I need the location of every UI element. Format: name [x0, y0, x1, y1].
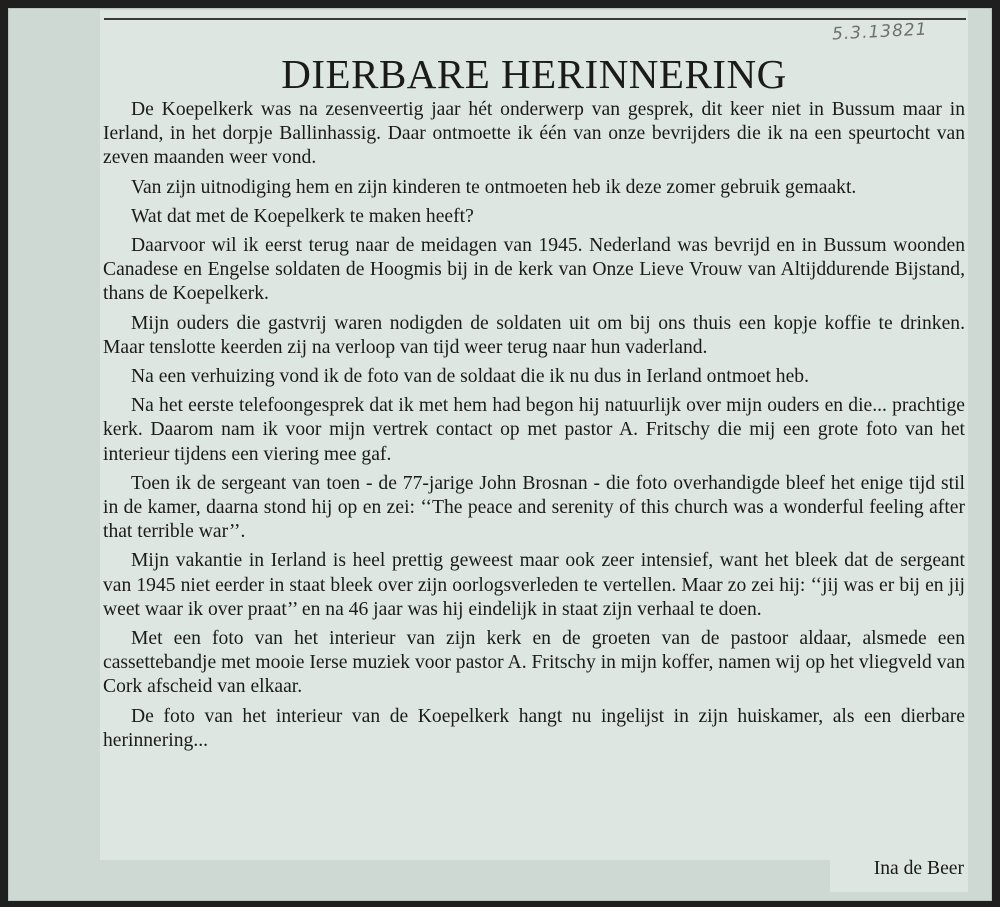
paragraph: De foto van het interieur van de Koepelkerk hangt nu ingelijst in zijn huiskamer, als een dierbare herinnering...	[103, 705, 965, 751]
top-rule	[104, 18, 966, 20]
paragraph: Mijn ouders die gastvrij waren nodigden de soldaten uit om bij ons thuis een kopje koffie te drinken. Maar tenslotte keerden zij na verloop van tijd weer terug naar hun vaderland.	[103, 312, 965, 358]
archive-number: 5.3.13821	[831, 19, 928, 45]
paragraph: Na het eerste telefoongesprek dat ik met hem had begon hij natuurlijk over mijn ouders en die... prachtige kerk. Daarom nam ik voor mijn vertrek contact op met pastor A. Fritschy die mij een grote foto van het interieur tijdens een viering mee gaf.	[103, 395, 965, 465]
paragraph: Mijn vakantie in Ierland is heel prettig geweest maar ook zeer intensief, want het bleek dat de sergeant van 1945 niet eerder in staat bleek over zijn oorlogsverleden te vertellen. Maar zo zei hij: ‘‘jij was er bij en jij weet waar ik over praat’’ en na 46 jaar was hij eindelijk in staat zijn verhaal te doen.	[103, 550, 965, 620]
paragraph: Daarvoor wil ik eerst terug naar de meidagen van 1945. Nederland was bevrijd en in Bussum woonden Canadese en Engelse soldaten de Hoogmis bij in de kerk van Onze Lieve Vrouw van Altijddurende Bijstand, thans de Koepelkerk.	[103, 235, 965, 305]
paragraph: Met een foto van het interieur van zijn kerk en de groeten van de pastoor aldaar, alsmede een cassettebandje met mooie Ierse muziek voor pastor A. Fritschy in mijn koffer, namen wij op het vliegveld van Cork afscheid van elkaar.	[103, 628, 965, 698]
article-body	[103, 98, 965, 758]
paragraph: Wat dat met de Koepelkerk te maken heeft?	[131, 205, 474, 227]
paragraph: Na een verhuizing vond ik de foto van de soldaat die ik nu dus in Ierland ontmoet heb.	[131, 366, 809, 388]
paragraph: Van zijn uitnodiging hem en zijn kinderen te ontmoeten heb ik deze zomer gebruik gemaakt.	[131, 176, 857, 198]
paragraph: De Koepelkerk was na zesenveertig jaar hét onderwerp van gesprek, dit keer niet in Bussum maar in Ierland, in het dorpje Ballinhassig. Daar ontmoette ik één van onze bevrijders die ik na een speurtocht van zeven maanden weer vond.	[103, 99, 965, 169]
article-title: DIERBARE HERINNERING	[281, 51, 787, 97]
paragraph: Toen ik de sergeant van toen - de 77-jarige John Brosnan - die foto overhandigde bleef het enige tijd stil in de kamer, daarna stond hij op en zei: ‘‘The peace and serenity of this church was a wonderful feeling after that terrible war’’.	[103, 472, 965, 543]
author-signature: Ina de Beer	[873, 858, 964, 879]
